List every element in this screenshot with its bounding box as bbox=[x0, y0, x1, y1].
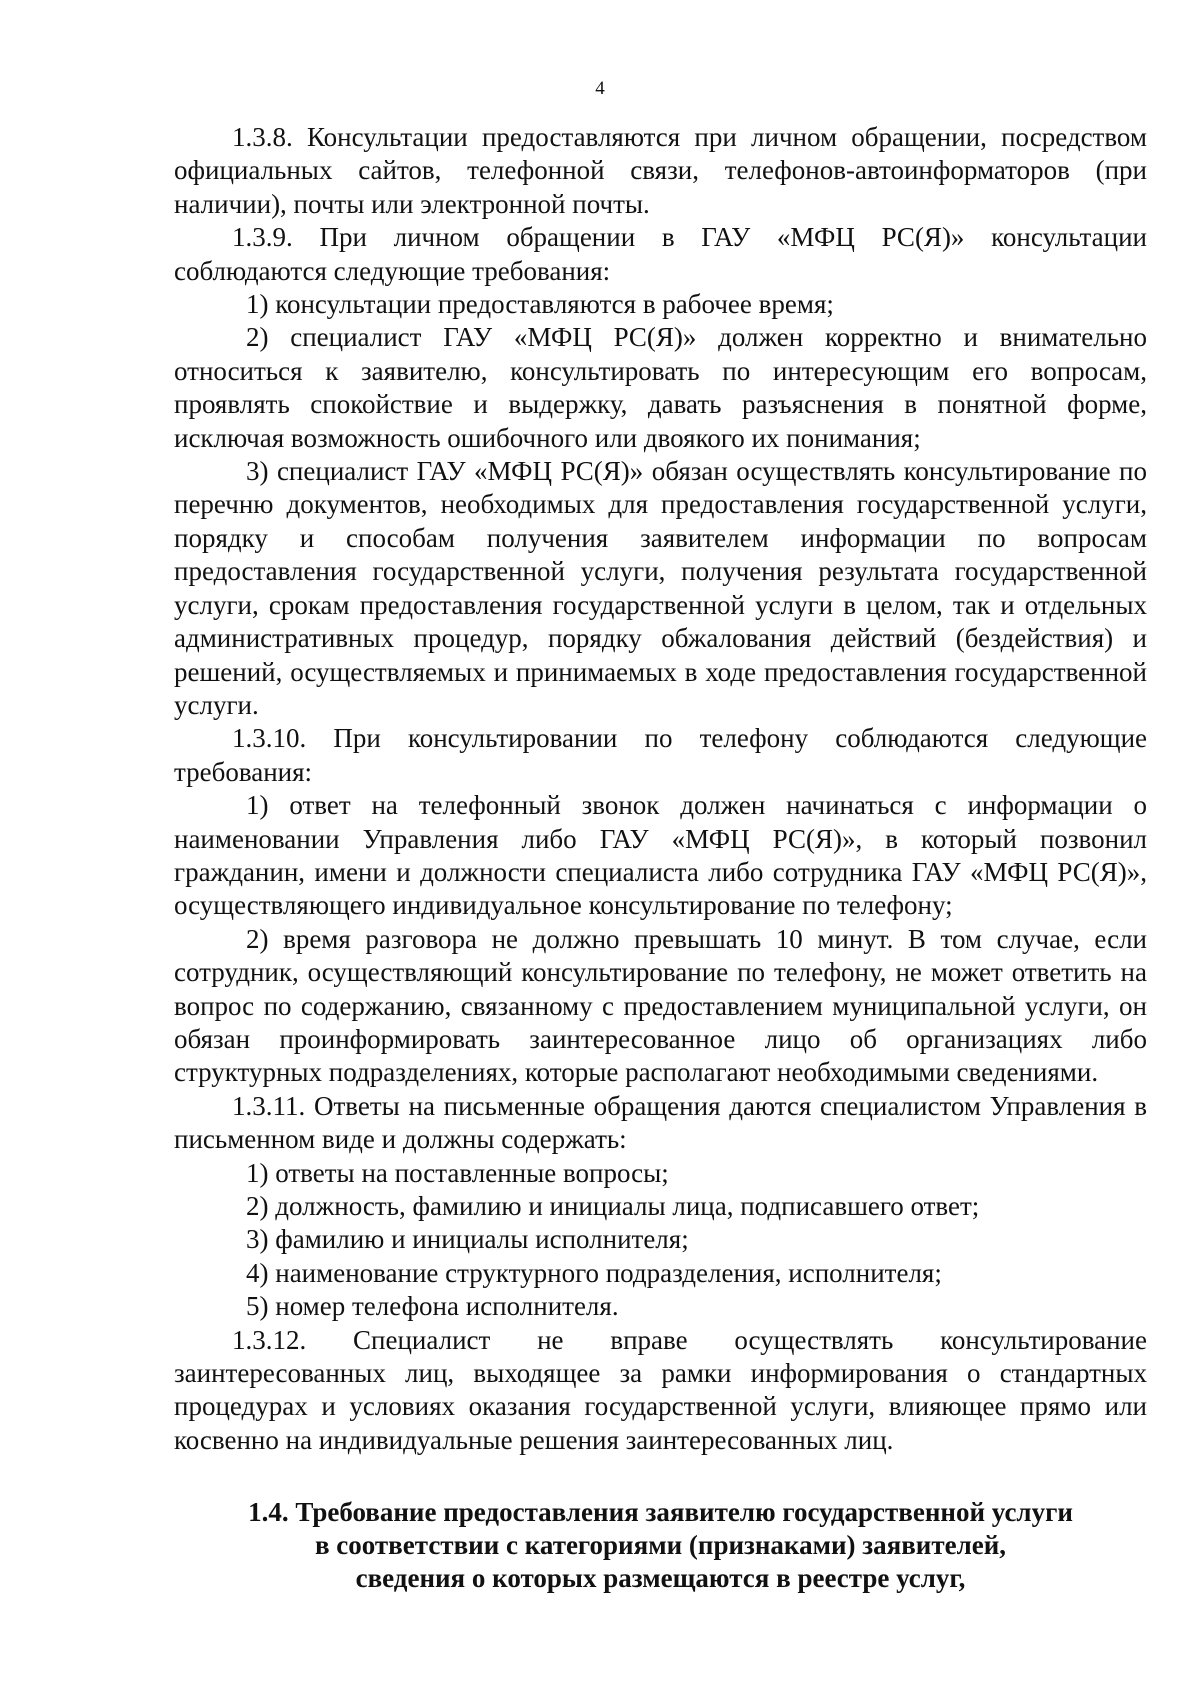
paragraph-1-3-10: 1.3.10. При консультировании по телефону соблюдаются следующие требования: bbox=[174, 723, 1147, 787]
list-item: 3) фамилию и инициалы исполнителя; bbox=[246, 1224, 689, 1255]
list-item: 5) номер телефона исполнителя. bbox=[246, 1291, 619, 1322]
list-item: 2) специалист ГАУ «МФЦ РС(Я)» должен корректно и внимательно относиться к заявителю, консультировать по интересующим его вопросам, проявлять спокойствие и выдержку, давать разъяснения в понятной форме, исключая возможность ошибочного или двоякого их понимания; bbox=[174, 322, 1147, 453]
heading-line: в соответствии с категориями (признаками) заявителей, bbox=[314, 1530, 1007, 1560]
heading-line: 1.4. Требование предоставления заявителю государственной услуги bbox=[248, 1497, 1073, 1527]
paragraph-1-3-12: 1.3.12. Специалист не вправе осуществлять консультирование заинтересованных лиц, выходящее за рамки информирования о стандартных процедурах и условиях оказания государственной услуги, влияющее прямо или косвенно на индивидуальные решения заинтересованных лиц. bbox=[174, 1324, 1147, 1455]
list-item: 2) должность, фамилию и инициалы лица, подписавшего ответ; bbox=[246, 1191, 980, 1221]
list-item: 1) консультации предоставляются в рабочее время; bbox=[246, 289, 834, 320]
page-number: 4 bbox=[595, 78, 605, 99]
document-body bbox=[174, 121, 1147, 1457]
list-item: 4) наименование структурного подразделения, исполнителя; bbox=[246, 1257, 942, 1288]
section-heading-1-4 bbox=[174, 1496, 1147, 1595]
paragraph-1-3-9: 1.3.9. При личном обращении в ГАУ «МФЦ РС(Я)» консультации соблюдаются следующие требования: bbox=[174, 222, 1147, 286]
list-item: 3) специалист ГАУ «МФЦ РС(Я)» обязан осуществлять консультирование по перечню документов, необходимых для предоставления государственной услуги, порядку и способам получения заявителем информации по вопросам предоставления государственной услуги, получения результата государственной услуги, срокам предоставления государственной услуги в целом, так и отдельных административных процедур, порядку обжалования действий (бездействия) и решений, осуществляемых и принимаемых в ходе предоставления государственной услуги. bbox=[174, 456, 1147, 720]
list-item: 1) ответы на поставленные вопросы; bbox=[246, 1157, 669, 1188]
heading-line: сведения о которых размещаются в реестре услуг, bbox=[355, 1563, 966, 1593]
list-item: 1) ответ на телефонный звонок должен начинаться с информации о наименовании Управления либо ГАУ «МФЦ РС(Я)», в который позвонил гражданин, имени и должности специалиста либо сотрудника ГАУ «МФЦ РС(Я)», осуществляющего индивидуальное консультирование по телефону; bbox=[174, 790, 1147, 921]
list-item: 2) время разговора не должно превышать 10 минут. В том случае, если сотрудник, осуществляющий консультирование по телефону, не может ответить на вопрос по содержанию, связанному с предоставлением муниципальной услуги, он обязан проинформировать заинтересованное лицо об организациях либо структурных подразделениях, которые располагают необходимыми сведениями. bbox=[174, 923, 1147, 1088]
paragraph-1-3-11: 1.3.11. Ответы на письменные обращения даются специалистом Управления в письменном виде и должны содержать: bbox=[174, 1090, 1147, 1155]
paragraph-1-3-8: 1.3.8. Консультации предоставляются при личном обращении, посредством официальных сайтов, телефонной связи, телефонов-автоинформаторов (при наличии), почты или электронной почты. bbox=[174, 122, 1147, 219]
